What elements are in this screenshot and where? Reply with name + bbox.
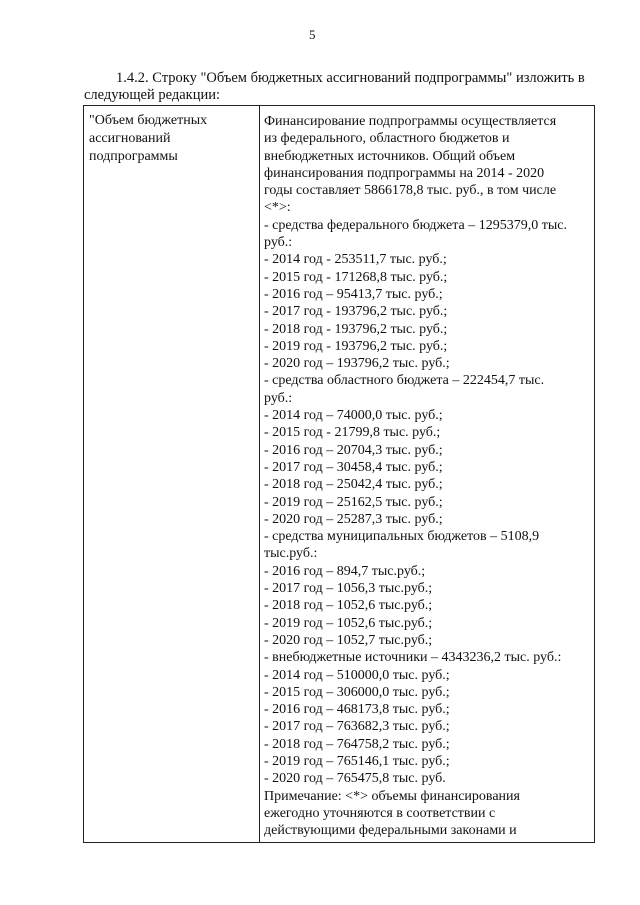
funding-text-line: - средства федерального бюджета – 1295379,0 тыс. — [264, 217, 567, 233]
row-value-cell — [260, 106, 594, 842]
funding-text-line: Примечание: <*> объемы финансирования — [264, 788, 520, 804]
funding-text-line: - средства областного бюджета – 222454,7 тыс. — [264, 373, 545, 389]
funding-text-line: - 2019 год – 765146,1 тыс. руб.; — [264, 753, 450, 769]
funding-text-line: - 2017 год – 1056,3 тыс.руб.; — [264, 581, 433, 597]
funding-text-line: - средства муниципальных бюджетов – 5108,9 — [264, 529, 540, 545]
funding-text-line: - 2015 год - 171268,8 тыс. руб.; — [264, 269, 448, 285]
funding-text-line: - 2018 год – 764758,2 тыс. руб.; — [264, 736, 450, 752]
amendment-intro: 1.4.2. Строку "Объем бюджетных ассигнований подпрограммы" изложить в следующей редакции: — [84, 70, 585, 103]
funding-text-line: - 2019 год – 1052,6 тыс.руб.; — [264, 615, 433, 631]
funding-text-line: - 2014 год - 253511,7 тыс. руб.; — [264, 252, 447, 268]
funding-text-line: руб.: — [264, 390, 293, 406]
funding-text-line: <*>: — [264, 200, 291, 216]
funding-text-line: из федерального, областного бюджетов и — [264, 131, 510, 147]
funding-text-line: - 2019 год – 25162,5 тыс. руб.; — [264, 494, 443, 510]
funding-text-line: - 2015 год – 306000,0 тыс. руб.; — [264, 684, 450, 700]
funding-text-line: тыс.руб.: — [264, 546, 318, 562]
funding-text-line: внебюджетных источников. Общий объем — [264, 148, 516, 164]
funding-text-line: - 2014 год – 510000,0 тыс. руб.; — [264, 667, 450, 683]
funding-text-line: финансирования подпрограммы на 2014 - 2020 — [264, 165, 545, 181]
funding-text-line: - 2019 год - 193796,2 тыс. руб.; — [264, 338, 448, 354]
funding-text-line: - 2017 год – 763682,3 тыс. руб.; — [264, 719, 450, 735]
funding-text-line: - внебюджетные источники – 4343236,2 тыс. руб.: — [264, 650, 562, 666]
funding-text-line: - 2016 год – 95413,7 тыс. руб.; — [264, 286, 443, 302]
funding-text-line: - 2017 год – 30458,4 тыс. руб.; — [264, 459, 443, 475]
funding-text-line: - 2014 год – 74000,0 тыс. руб.; — [264, 408, 443, 424]
funding-text-line: - 2016 год – 468173,8 тыс. руб.; — [264, 702, 450, 718]
funding-text-line: - 2020 год – 193796,2 тыс. руб.; — [264, 356, 450, 372]
row-label-line: "Объем бюджетных — [89, 113, 208, 128]
funding-text-line: - 2018 год – 25042,4 тыс. руб.; — [264, 477, 443, 493]
funding-text-line: - 2018 год - 193796,2 тыс. руб.; — [264, 321, 448, 337]
funding-text-line: - 2016 год – 894,7 тыс.руб.; — [264, 563, 426, 579]
funding-text-line: - 2018 год – 1052,6 тыс.руб.; — [264, 598, 433, 614]
funding-text-line: годы составляет 5866178,8 тыс. руб., в том числе — [264, 183, 557, 199]
funding-text-line: ежегодно уточняются в соответствии с — [264, 805, 496, 821]
funding-text-line: Финансирование подпрограммы осуществляется — [264, 114, 557, 129]
funding-text-line: - 2017 год - 193796,2 тыс. руб.; — [264, 304, 448, 320]
funding-text-line: - 2020 год – 1052,7 тыс.руб.; — [264, 632, 433, 648]
funding-text-line: - 2020 год – 25287,3 тыс. руб.; — [264, 511, 443, 527]
funding-text-line: - 2016 год – 20704,3 тыс. руб.; — [264, 442, 443, 458]
row-label-line: ассигнований — [89, 131, 171, 146]
funding-text-line: - 2015 год - 21799,8 тыс. руб.; — [264, 425, 441, 441]
funding-text-line: - 2020 год – 765475,8 тыс. руб. — [264, 771, 446, 787]
funding-text-line: действующими федеральными законами и — [264, 823, 517, 839]
budget-table — [83, 105, 595, 843]
funding-text-line: руб.: — [264, 235, 293, 251]
row-label-cell — [84, 106, 260, 842]
row-label-line: подпрограммы — [89, 149, 178, 164]
page-number: 5 — [309, 27, 316, 42]
